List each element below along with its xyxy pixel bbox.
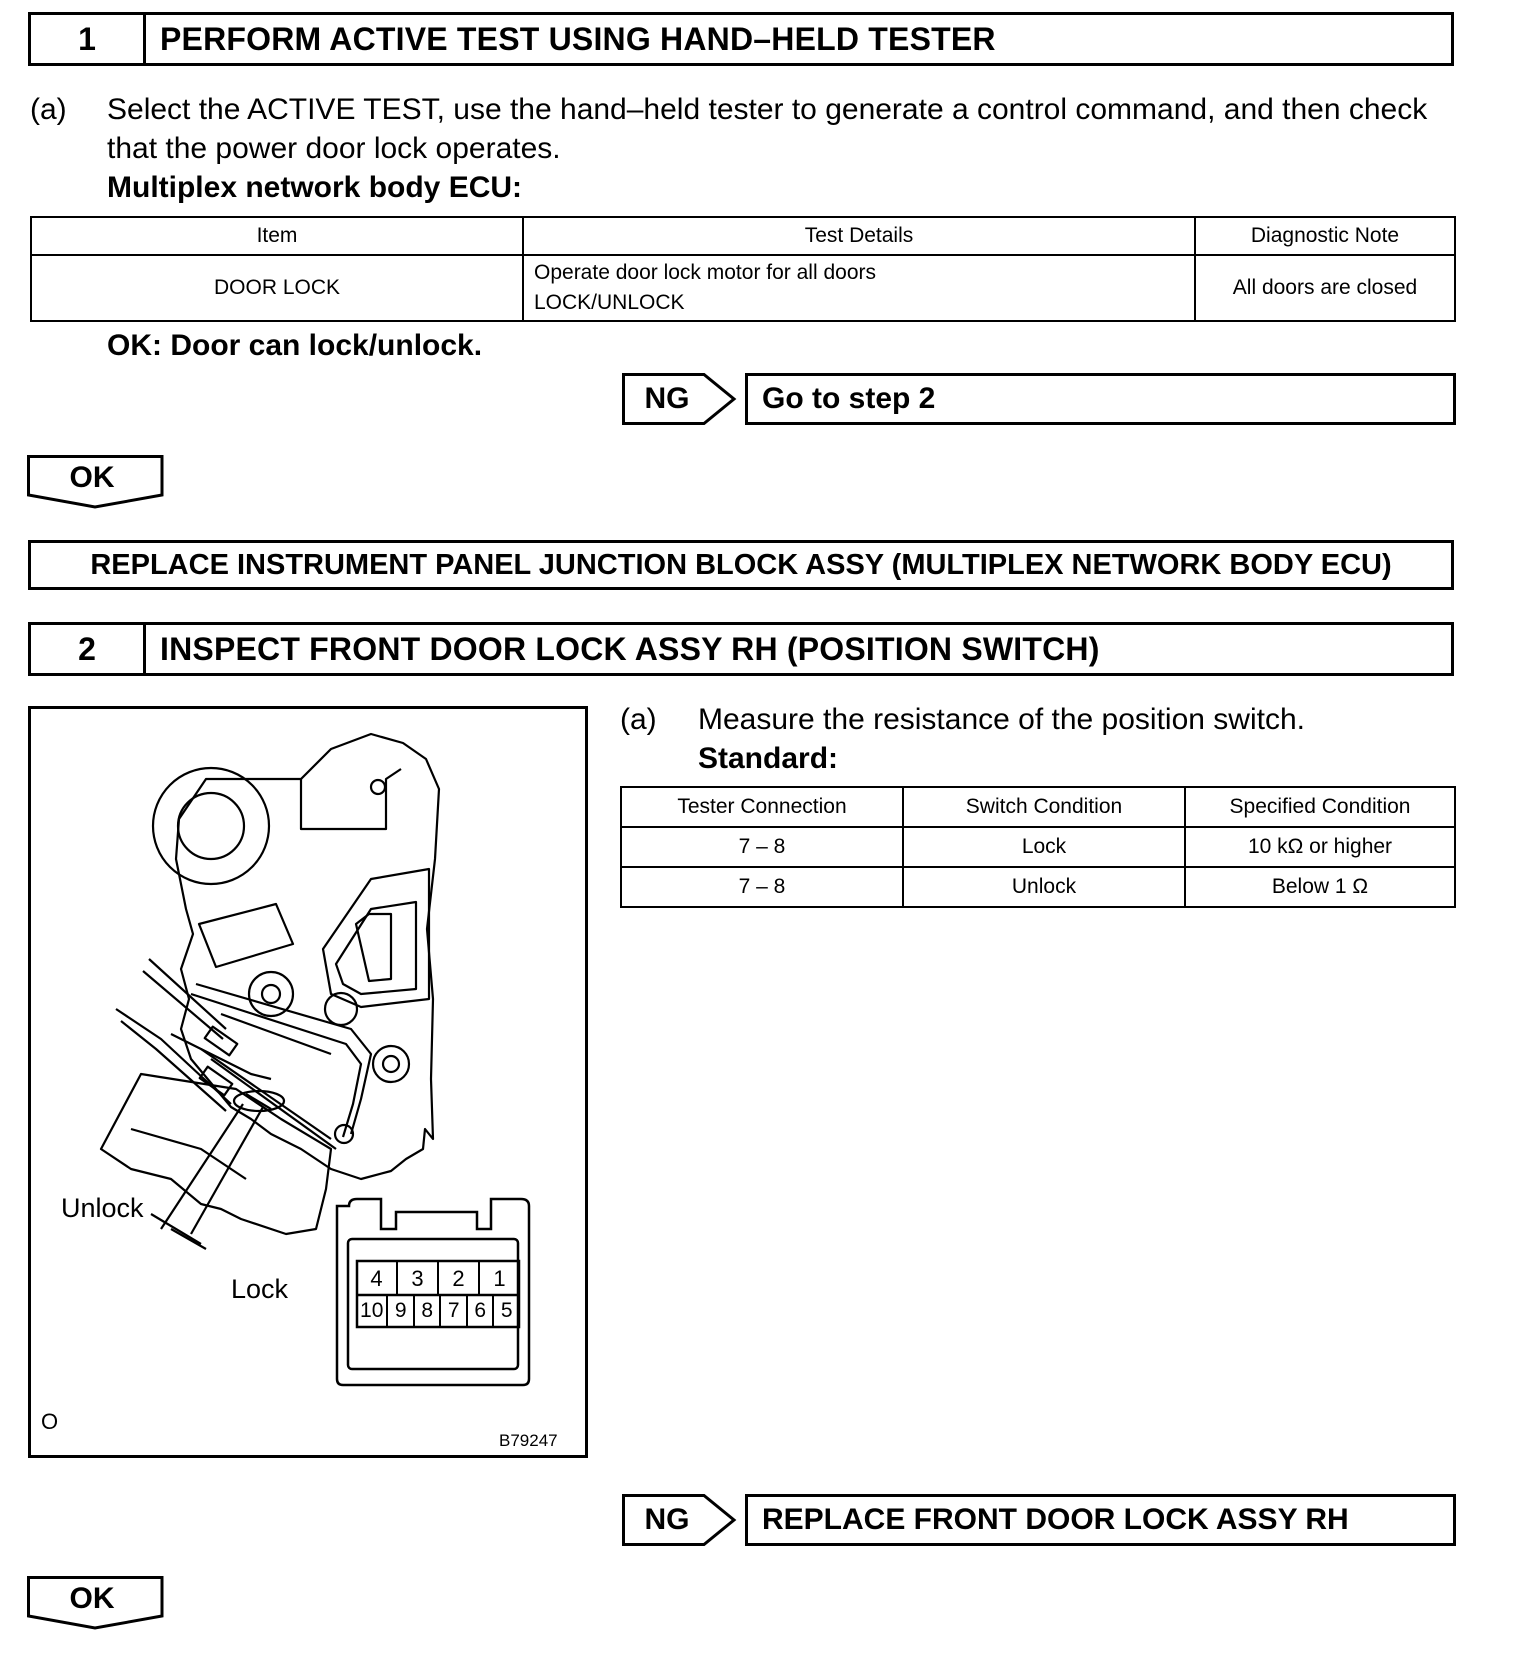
replace-junction-block-box: REPLACE INSTRUMENT PANEL JUNCTION BLOCK ASSY (MULTIPLEX NETWORK BODY ECU)	[28, 540, 1454, 590]
lock-label: Lock	[231, 1274, 289, 1304]
unlock-label: Unlock	[61, 1193, 144, 1223]
cell-specified-condition: Below 1 Ω	[1185, 867, 1455, 907]
step1-substep-marker: (a)	[30, 93, 67, 126]
connector-pin: 3	[398, 1262, 439, 1295]
connector-pin: 5	[500, 1299, 513, 1322]
step1-ok-label: OK	[69, 461, 115, 494]
step2-ok-label: OK	[69, 1582, 115, 1615]
step1-ok-flag	[27, 455, 167, 509]
step2-ok-flag	[27, 1576, 167, 1630]
connector-pin-row-bottom	[357, 1295, 519, 1327]
test-details-line2: LOCK/UNLOCK	[534, 291, 685, 314]
table-row	[621, 827, 1455, 867]
step2-ng-tag	[622, 1494, 737, 1546]
active-test-table	[30, 216, 1456, 322]
connector-pin: 2	[439, 1262, 480, 1295]
header-specified-condition: Specified Condition	[1185, 787, 1455, 827]
step2-substep-marker: (a)	[620, 703, 657, 736]
cell-diagnostic-note: All doors are closed	[1195, 255, 1455, 321]
cell-tester-connection: 7 – 8	[621, 867, 903, 907]
connector-pin-row-top	[357, 1262, 519, 1295]
step2-standard-label: Standard:	[698, 742, 839, 775]
step2-number: 2	[31, 625, 146, 673]
connector-pin: 7	[441, 1295, 468, 1327]
step1-ok-condition: OK: Door can lock/unlock.	[107, 329, 483, 362]
step2-title: INSPECT FRONT DOOR LOCK ASSY RH (POSITION SWITCH)	[160, 630, 1100, 667]
step1-ng-row	[622, 373, 1456, 425]
step1-ng-action: Go to step 2	[745, 373, 1456, 425]
step1-ng-tag	[622, 373, 737, 425]
door-lock-figure	[28, 706, 588, 1458]
cell-test-details	[523, 255, 1195, 321]
figure-id: B79247	[499, 1431, 558, 1450]
step1-instruction-line2: that the power door lock operates.	[107, 132, 561, 165]
step2-ng-row	[622, 1494, 1456, 1546]
step2-ng-action: REPLACE FRONT DOOR LOCK ASSY RH	[745, 1494, 1456, 1546]
header-switch-condition: Switch Condition	[903, 787, 1185, 827]
step1-title: PERFORM ACTIVE TEST USING HAND–HELD TESTER	[160, 20, 996, 57]
step2-ng-label: NG	[644, 1503, 690, 1536]
step2-header	[28, 622, 1454, 676]
header-diagnostic-note: Diagnostic Note	[1195, 217, 1455, 255]
connector-pin: 10	[357, 1295, 388, 1327]
cell-switch-condition: Lock	[903, 827, 1185, 867]
cell-specified-condition: 10 kΩ or higher	[1185, 827, 1455, 867]
step2-instruction: Measure the resistance of the position switch.	[698, 703, 1305, 736]
test-details-line1: Operate door lock motor for all doors	[534, 261, 876, 284]
step1-table-caption: Multiplex network body ECU:	[107, 171, 523, 204]
header-tester-connection: Tester Connection	[621, 787, 903, 827]
step1-number: 1	[31, 15, 146, 63]
figure-corner-mark: O	[41, 1409, 59, 1434]
connector-pin: 8	[415, 1295, 442, 1327]
step1-ng-label: NG	[644, 382, 690, 415]
connector-pin: 4	[357, 1262, 398, 1295]
cell-switch-condition: Unlock	[903, 867, 1185, 907]
header-item: Item	[31, 217, 523, 255]
header-test-details: Test Details	[523, 217, 1195, 255]
connector-pin: 6	[468, 1295, 495, 1327]
connector-pin: 9	[388, 1295, 415, 1327]
position-switch-table	[620, 786, 1456, 908]
cell-item: DOOR LOCK	[31, 255, 523, 321]
door-lock-assembly-diagram	[31, 709, 585, 1455]
step1-instruction-line1: Select the ACTIVE TEST, use the hand–held tester to generate a control command, and then check	[107, 93, 1428, 126]
step1-header	[28, 12, 1454, 66]
cell-tester-connection: 7 – 8	[621, 827, 903, 867]
table-row	[621, 867, 1455, 907]
connector-pin: 1	[493, 1266, 506, 1291]
